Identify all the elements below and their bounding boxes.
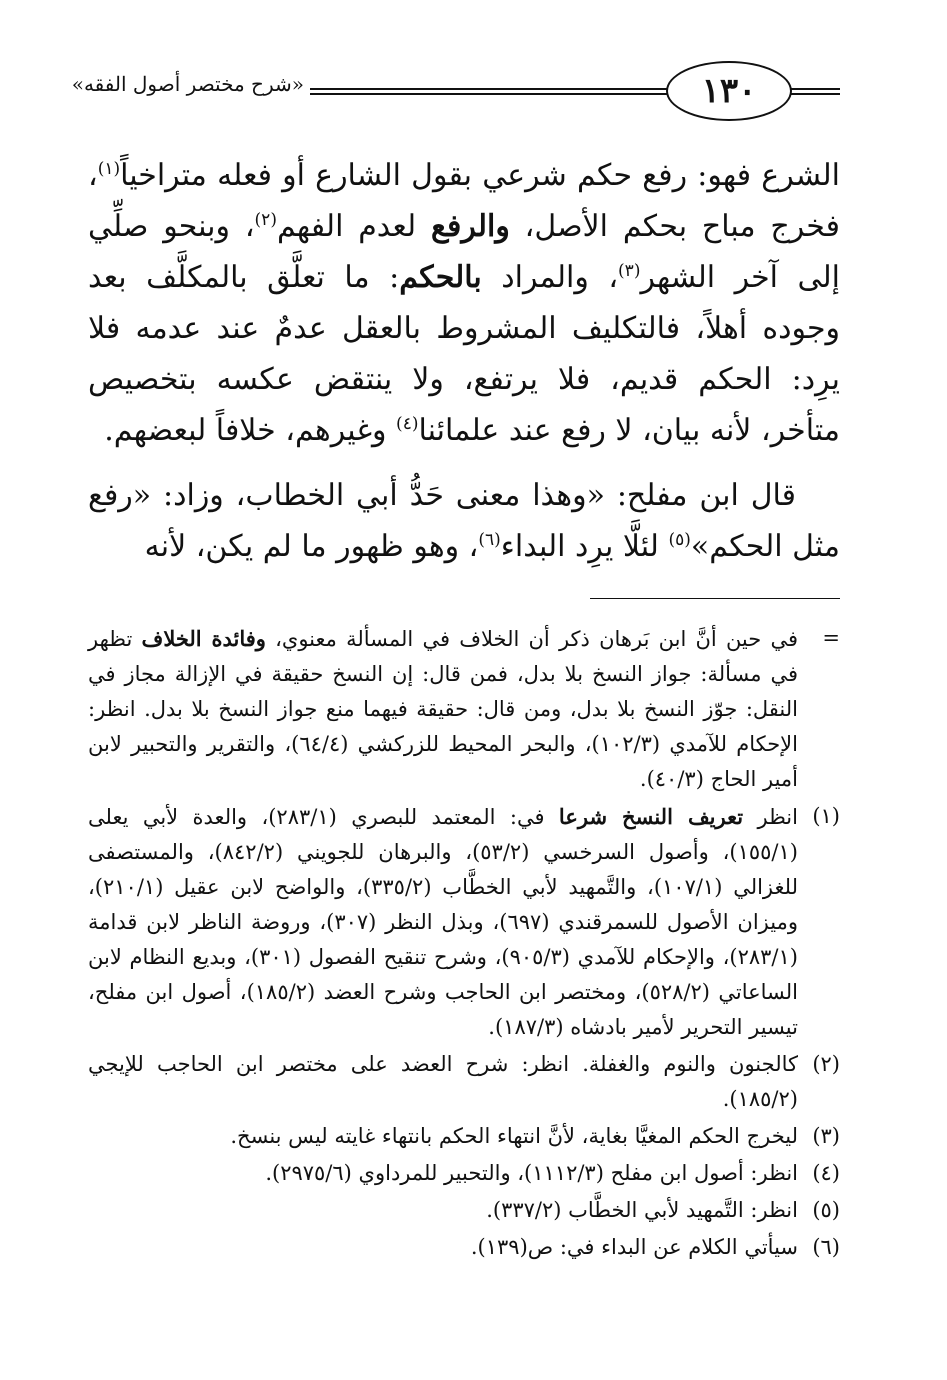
footnote-marker: (٤) (812, 1161, 840, 1185)
page-number: ١٣٠ (666, 61, 792, 121)
footnote-ref[interactable]: (٤) (396, 414, 419, 434)
footnote-2: (٢) كالجنون والنوم والغفلة. انظر: شرح العضد على مختصر ابن الحاجب للإيجي (١٨٥/٢). (88, 1047, 840, 1117)
footnote-marker: (٥) (812, 1198, 840, 1222)
footnote-ref[interactable]: (٦) (478, 530, 501, 550)
footnote-separator (590, 598, 840, 599)
running-title: «شرح مختصر أصول الفقه» (71, 72, 304, 96)
footnote-continued: = في حين أنَّ ابن بَرهان ذكر أن الخلاف في المسألة معنوي، وفائدة الخلاف تظهر في مسألة: جواز النسخ بلا بدل، فمن قال: إن النسخ حقيقة في الإزالة مجاز في النقل: جوّز النسخ بلا بدل، ومن قال: حقيقة فيهما منع جواز النسخ بلا بدل. انظر: الإحكام للآمدي (١٠٢/٣)، والبحر المحيط للزركشي (٦٤/٤)، والتقرير والتحبير لابن أمير الحاج (٤٠/٣). (88, 621, 840, 797)
footnote-5: (٥) انظر: التَّمهيد لأبي الخطَّاب (٣٣٧/٢). (88, 1193, 840, 1228)
footnote-ref[interactable]: (٢) (254, 210, 277, 230)
continuation-marker: = (822, 626, 840, 650)
footnote-marker: (٦) (812, 1235, 840, 1259)
footnote-6: (٦) سيأتي الكلام عن البداء في: ص(١٣٩). (88, 1230, 840, 1265)
footnotes (88, 621, 840, 1265)
book-page (71, 58, 841, 1267)
footnote-marker: (١) (812, 804, 840, 828)
footnote-4: (٤) انظر: أصول ابن مفلح (١١١٢/٣)، والتحبير للمرداوي (٢٩٧٥/٦). (88, 1156, 840, 1191)
bold-term: تعريف النسخ شرعا (558, 804, 744, 829)
footnote-1: (١) انظر تعريف النسخ شرعا في: المعتمد للبصري (٢٨٣/١)، والعدة لأبي يعلى (١٥٥/١)، وأصول السرخسي (٥٣/٢)، والبرهان للجويني (٨٤٢/٢)، والمستصفى للغزالي (١٠٧/١)، والتَّمهيد لأبي الخطَّاب (٣٣٥/٢)، والواضح لابن عقيل (٢١٠/١)، وميزان الأصول للسمرقندي (٦٩٧)، وبذل النظر (٣٠٧)، وروضة الناظر لابن قدامة (٢٨٣/١)، والإحكام للآمدي (٩٠٥/٣)، وشرح تنقيح الفصول (٣٠١)، وبديع النظام لابن الساعاتي (٥٢٨/٢)، ومختصر ابن الحاجب وشرح العضد (١٨٥/٢)، أصول ابن مفلح، تيسير التحرير لأمير بادشاه (١٨٧/٣). (88, 799, 840, 1045)
main-paragraph: قال ابن مفلح: «وهذا معنى حَدُّ أبي الخطاب، وزاد: «رفع مثل الحكم»$^{(٥)}$ لئلَّا يرِد البداء$^{(٦)}$، وهو ظهور ما لم يكن، لأنه (88, 478, 840, 564)
footnote-3: (٣) ليخرج الحكم المغيَّا بغاية، لأنَّ انتهاء الحكم بانتهاء غايته ليس بنسخ. (88, 1119, 840, 1154)
bold-term: والرفع (431, 209, 510, 244)
page-header (71, 58, 840, 132)
footnote-marker: (٣) (812, 1124, 840, 1148)
footnote-ref[interactable]: (٥) (668, 530, 691, 550)
footnote-ref[interactable]: (٣) (618, 261, 641, 281)
main-text (88, 150, 840, 572)
footnote-ref[interactable]: (١) (97, 159, 121, 179)
bold-term: بالحكم (399, 260, 482, 295)
main-paragraph: الشرع فهو: رفع حكم شرعي بقول الشارع أو فعله متراخياً$^{(١)}$، فخرج مباح بحكم الأصل، والرفع لعدم الفهم$^{(٢)}$، وبنحو صلِّي إلى آخر الشهر$^{(٣)}$، والمراد بالحكم: ما تعلَّق بالمكلَّف بعد وجوده أهلاً، فالتكليف المشروط بالعقل عدمٌ عند عدمه فلا يرِد: الحكم قديم، فلا يرتفع، ولا ينتقض عكسه بتخصيص متأخر، لأنه بيان، لا رفع عند علمائنا$^{(٤)}$ وغيرهم، خلافاً لبعضهم. (88, 158, 841, 448)
footnote-marker: (٢) (812, 1052, 840, 1076)
bold-term: وفائدة الخلاف (141, 626, 266, 651)
